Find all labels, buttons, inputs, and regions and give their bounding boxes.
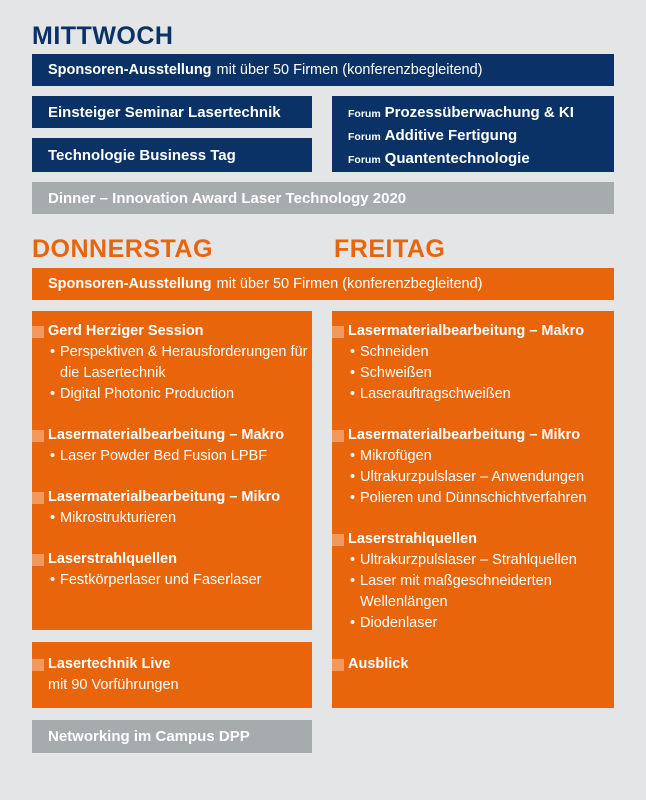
thursday-program-box xyxy=(32,311,312,630)
section-heading: Laserstrahlquellen xyxy=(348,531,477,547)
forum-item: Forum Additive Fertigung xyxy=(348,127,518,144)
square-marker-icon xyxy=(332,534,344,546)
list-item: • Perspektiven & Herausforderungen für die Lasertechnik xyxy=(48,342,312,384)
forum-item: Forum Prozessüberwachung & KI xyxy=(348,104,574,121)
square-marker-icon xyxy=(332,659,344,671)
thu-fri-sponsor-banner xyxy=(32,268,614,300)
sponsor-label: Sponsoren-Ausstellung xyxy=(48,62,212,78)
sponsor-detail: mit über 50 Firmen (konferenzbegleitend) xyxy=(216,62,483,78)
square-marker-icon xyxy=(32,659,44,671)
program-section xyxy=(32,321,312,405)
section-heading: Gerd Herziger Session xyxy=(48,323,204,339)
forum-item: Forum Quantentechnologie xyxy=(348,150,530,167)
seminar-box: Einsteiger Seminar Lasertechnik xyxy=(32,96,312,128)
list-item: • Mikrostrukturieren xyxy=(48,508,312,529)
program-section xyxy=(332,654,614,675)
list-item: • Laser mit maßgeschneiderten Wellenlängen xyxy=(348,571,578,613)
square-marker-icon xyxy=(32,326,44,338)
list-item: • Laserauftragschweißen xyxy=(348,384,614,405)
program-section xyxy=(32,425,312,467)
program-section xyxy=(32,487,312,529)
square-marker-icon xyxy=(32,554,44,566)
program-section xyxy=(332,321,614,405)
section-heading: Lasermaterialbearbeitung – Makro xyxy=(48,427,285,443)
square-marker-icon xyxy=(32,430,44,442)
list-item: • Laser Powder Bed Fusion LPBF xyxy=(48,446,312,467)
list-item: • Ultrakurzpulslaser – Strahlquellen xyxy=(348,550,614,571)
dinner-box: Dinner – Innovation Award Laser Technology 2020 xyxy=(32,182,614,214)
list-item: • Diodenlaser xyxy=(348,613,614,634)
program-section xyxy=(332,425,614,509)
list-item: • Digital Photonic Production xyxy=(48,384,312,405)
list-item: • Festkörperlaser und Faserlaser xyxy=(48,570,312,591)
section-heading: Laserstrahlquellen xyxy=(48,551,177,567)
list-item: • Polieren und Dünnschichtverfahren xyxy=(348,488,614,509)
live-subtitle: mit 90 Vorführungen xyxy=(48,677,179,693)
program-section xyxy=(32,549,312,591)
list-item: • Ultrakurzpulslaser – Anwendungen xyxy=(348,467,614,488)
friday-program-box xyxy=(332,311,614,708)
section-heading: Lasertechnik Live xyxy=(48,656,171,672)
section-heading: Ausblick xyxy=(348,656,409,672)
square-marker-icon xyxy=(332,430,344,442)
square-marker-icon xyxy=(32,492,44,504)
section-heading: Lasermaterialbearbeitung – Mikro xyxy=(348,427,581,443)
forums-box xyxy=(332,96,614,172)
networking-box: Networking im Campus DPP xyxy=(32,720,312,753)
section-heading: Lasermaterialbearbeitung – Mikro xyxy=(48,489,281,505)
day-title-thursday: DONNERSTAG xyxy=(32,235,213,263)
sponsor-label: Sponsoren-Ausstellung xyxy=(48,276,212,292)
lasertechnik-live-box xyxy=(32,642,312,708)
business-day-box: Technologie Business Tag xyxy=(32,138,312,172)
day-title-wednesday: MITTWOCH xyxy=(32,22,174,50)
wednesday-sponsor-banner xyxy=(32,54,614,86)
program-section xyxy=(332,529,614,634)
sponsor-detail: mit über 50 Firmen (konferenzbegleitend) xyxy=(216,276,483,292)
list-item: • Mikrofügen xyxy=(348,446,614,467)
list-item: • Schweißen xyxy=(348,363,614,384)
square-marker-icon xyxy=(332,326,344,338)
day-title-friday: FREITAG xyxy=(334,235,446,263)
section-heading: Lasermaterialbearbeitung – Makro xyxy=(348,323,585,339)
list-item: • Schneiden xyxy=(348,342,614,363)
